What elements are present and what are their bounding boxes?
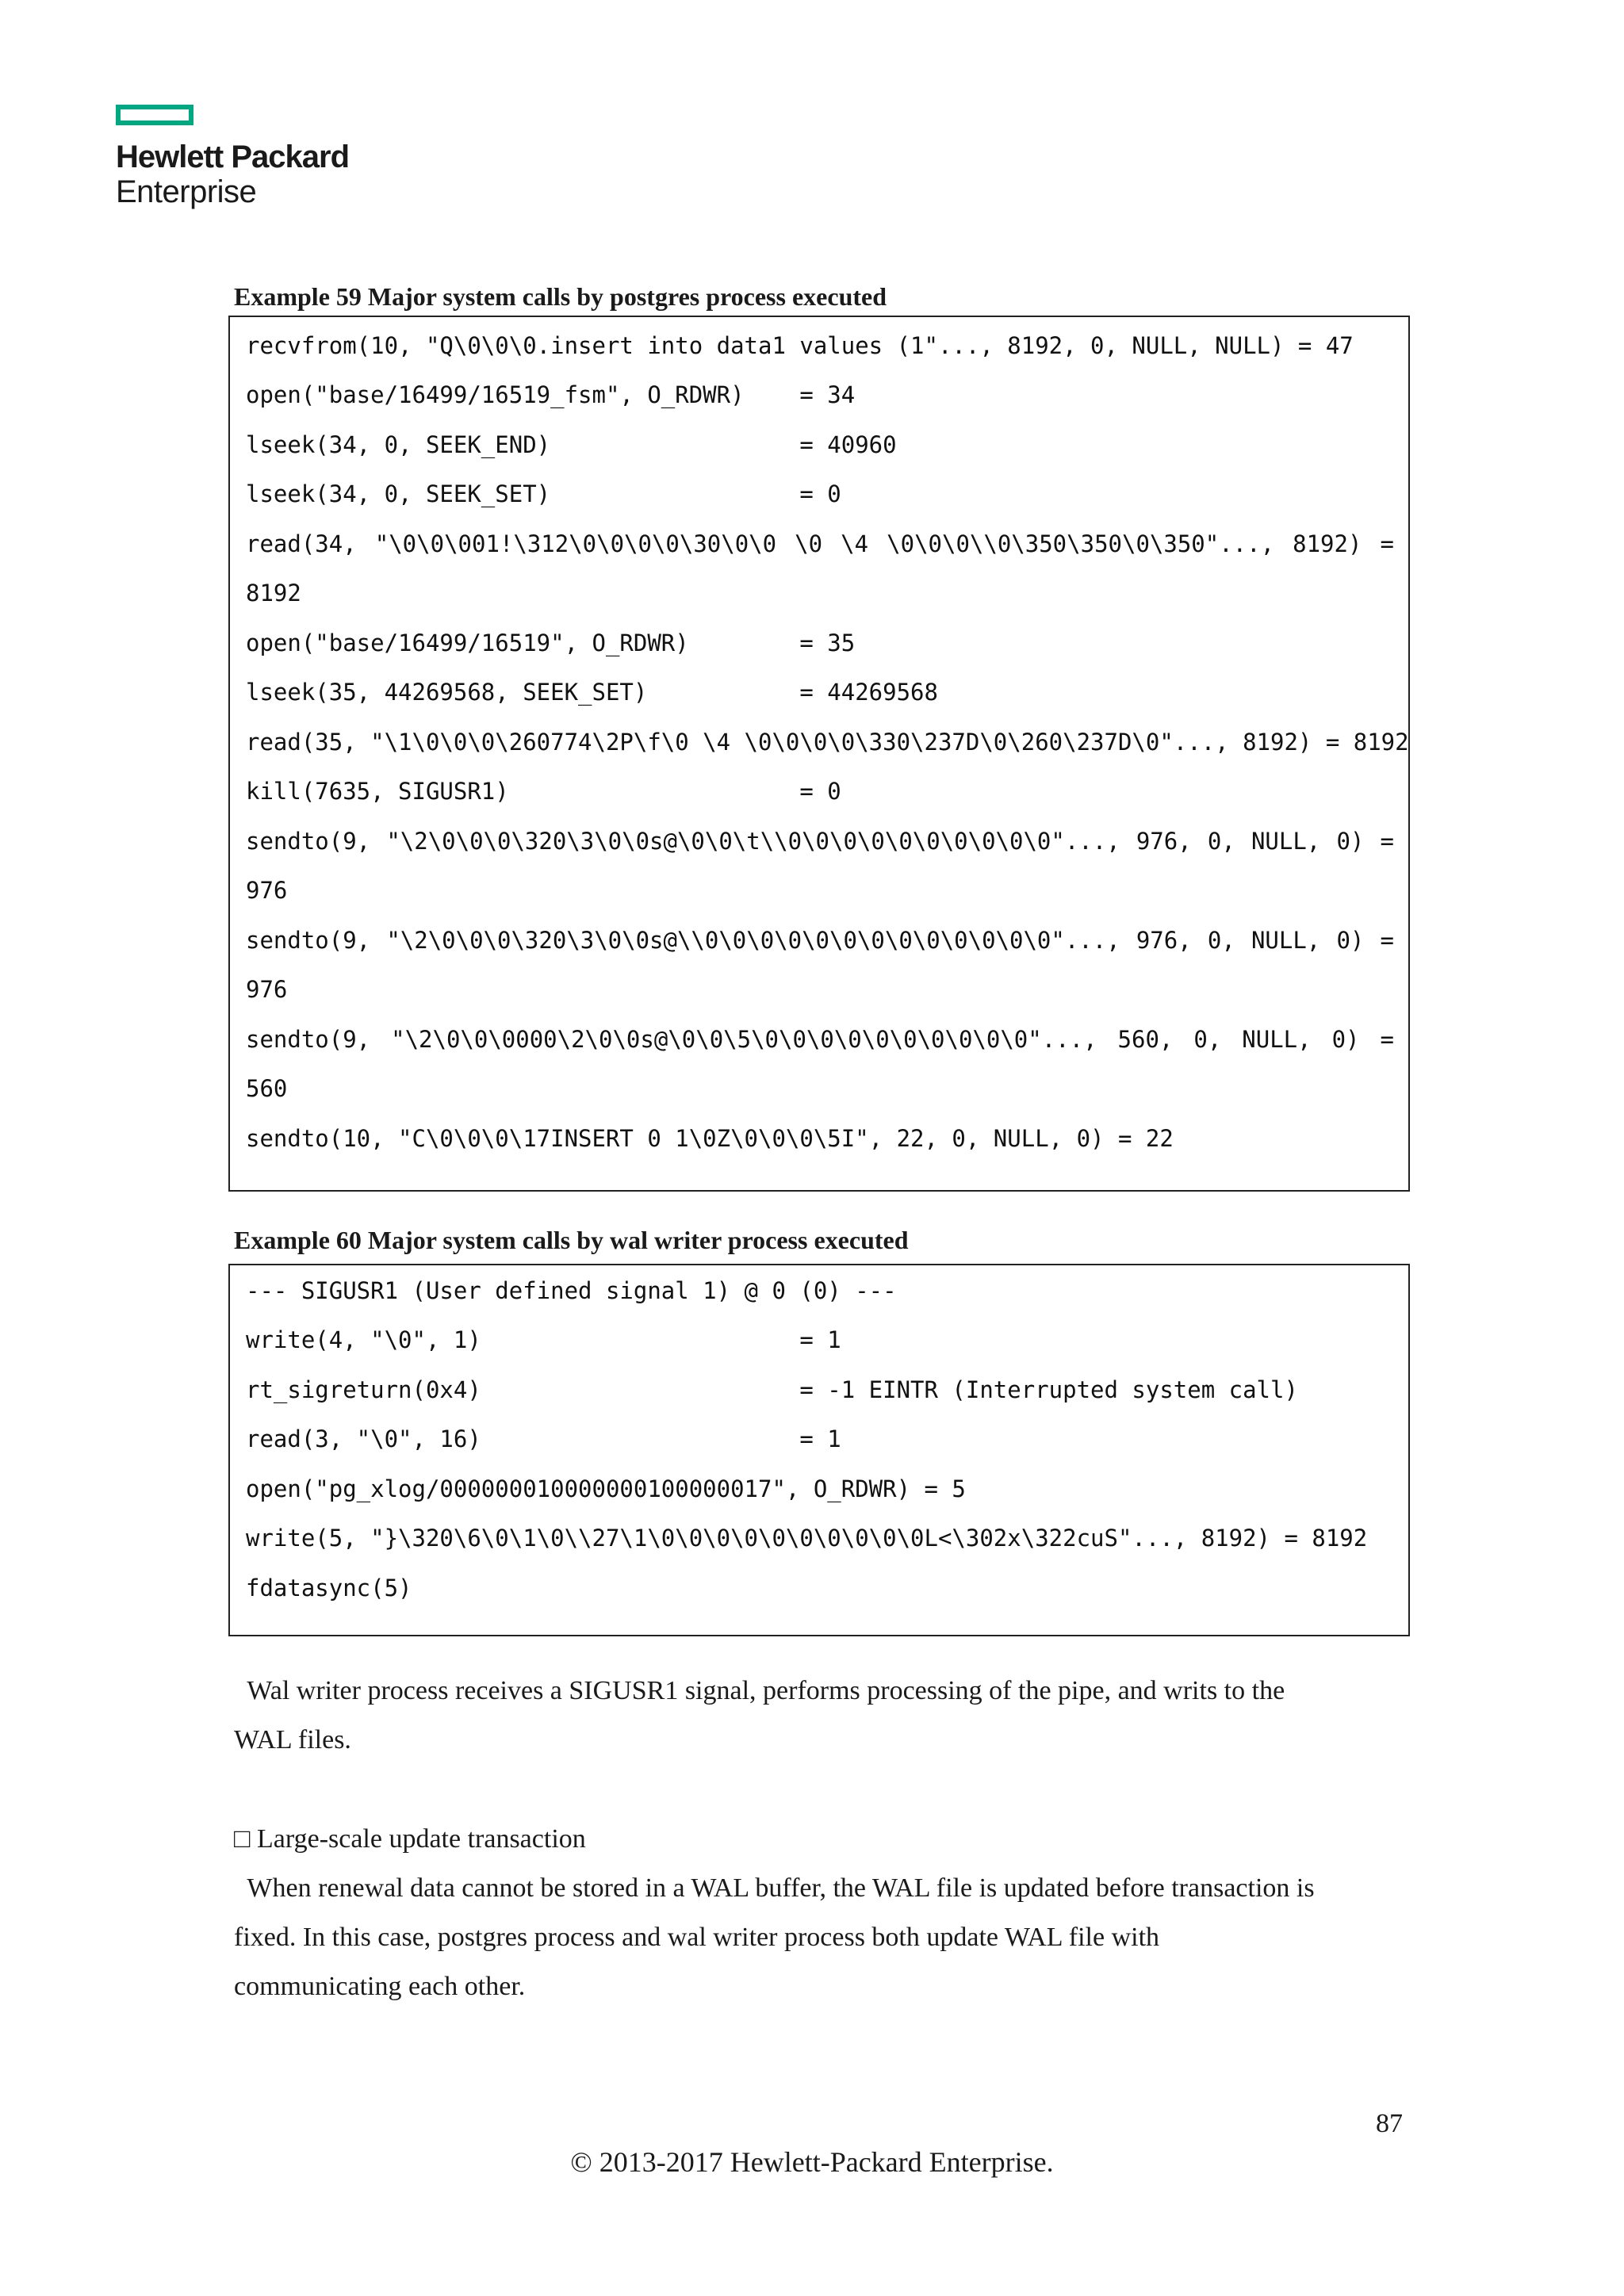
body-paragraph-2 <box>234 1815 1415 2011</box>
code-line <box>246 528 1394 560</box>
logo-text-line2: Enterprise <box>116 174 257 209</box>
code-line: read(3, "\0", 16) = 1 <box>246 1425 841 1452</box>
example59-code-block <box>228 316 1410 1192</box>
paragraph-line: communicating each other. <box>234 1972 526 2001</box>
code-token: "\0\0\001!\312\0\0\0\0\30\0\0 <box>374 530 777 557</box>
code-line: 976 <box>246 976 288 1003</box>
paragraph-line: WAL files. <box>234 1725 351 1755</box>
code-token: NULL, <box>1242 1026 1312 1053</box>
code-token: = <box>1380 530 1394 557</box>
code-token: = <box>1380 927 1394 954</box>
code-line: open("base/16499/16519", O_RDWR) = 35 <box>246 629 856 656</box>
code-token: "\2\0\0\0\320\3\0\0s@\0\0\t\\0\0\0\0\0\0\0\0\0\0"..., <box>386 828 1120 855</box>
code-line: lseek(34, 0, SEEK_END) = 40960 <box>246 431 897 458</box>
code-token: sendto(9, <box>246 927 371 954</box>
section-heading: □ Large-scale update transaction <box>234 1824 586 1854</box>
code-token: 976, <box>1136 828 1192 855</box>
code-token: 8192) <box>1293 530 1362 557</box>
code-line: 976 <box>246 877 288 904</box>
hpe-logo-element <box>116 105 193 125</box>
example59-caption: Example 59 Major system calls by postgres process executed <box>234 282 887 311</box>
code-token: NULL, <box>1251 927 1321 954</box>
hpe-logo <box>116 105 370 216</box>
code-token: "\2\0\0\0\320\3\0\0s@\\0\0\0\0\0\0\0\0\0\0\0\0\0"..., <box>386 927 1120 954</box>
code-line <box>246 924 1394 956</box>
example60-caption: Example 60 Major system calls by wal writer process executed <box>234 1226 909 1254</box>
code-token: sendto(9, <box>246 828 371 855</box>
paragraph-line: Wal writer process receives a SIGUSR1 signal, performs processing of the pipe, and writs to the <box>234 1676 1285 1705</box>
code-token: 0) <box>1331 1026 1360 1053</box>
code-line: write(4, "\0", 1) = 1 <box>246 1326 841 1353</box>
code-token: 0, <box>1207 927 1235 954</box>
code-token: 0) <box>1336 927 1365 954</box>
code-line: read(35, "\1\0\0\0\260774\2P\f\0 \4 \0\0\0\0\330\237D\0\260\237D\0"..., 8192) = 8192 <box>246 729 1409 756</box>
code-token: 0, <box>1193 1026 1222 1053</box>
code-line: recvfrom(10, "Q\0\0\0.insert into data1 values (1"..., 8192, 0, NULL, NULL) = 47 <box>246 332 1354 359</box>
code-token: sendto(9, <box>246 1026 371 1053</box>
code-token: 560, <box>1117 1026 1174 1053</box>
code-line <box>246 825 1394 857</box>
code-line: kill(7635, SIGUSR1) = 0 <box>246 778 841 805</box>
logo-text-line1: Hewlett Packard <box>116 140 350 174</box>
code-line: write(5, "}\320\6\0\1\0\\27\1\0\0\0\0\0\0\0\0\0\0L<\302x\322cuS"..., 8192) = 8192 <box>246 1525 1368 1552</box>
body-paragraph-1 <box>234 1667 1415 1765</box>
paragraph-line: When renewal data cannot be stored in a WAL buffer, the WAL file is updated before transaction is <box>234 1873 1315 1903</box>
code-token: 0) <box>1336 828 1365 855</box>
code-token: read(34, <box>246 530 357 557</box>
code-token: = <box>1380 1026 1394 1053</box>
code-token: \4 <box>841 530 869 557</box>
code-token: NULL, <box>1251 828 1321 855</box>
code-token: \0 <box>795 530 823 557</box>
code-line: sendto(10, "C\0\0\0\17INSERT 0 1\0Z\0\0\0\5I", 22, 0, NULL, 0) = 22 <box>246 1125 1174 1152</box>
code-line: fdatasync(5) <box>246 1575 412 1601</box>
code-token: = <box>1380 828 1394 855</box>
code-line: open("pg_xlog/000000010000000100000017", O_RDWR) = 5 <box>246 1475 966 1502</box>
code-token: 976, <box>1136 927 1192 954</box>
example60-code-block <box>228 1264 1410 1636</box>
code-token: 0, <box>1207 828 1235 855</box>
code-line: open("base/16499/16519_fsm", O_RDWR) = 34 <box>246 381 856 408</box>
code-line: --- SIGUSR1 (User defined signal 1) @ 0 (0) --- <box>246 1277 897 1304</box>
code-line: 8192 <box>246 580 301 607</box>
copyright-notice: © 2013-2017 Hewlett-Packard Enterprise. <box>570 2146 1054 2178</box>
code-line: lseek(34, 0, SEEK_SET) = 0 <box>246 480 841 507</box>
code-token: "\2\0\0\0000\2\0\0s@\0\0\5\0\0\0\0\0\0\0\0\0\0"..., <box>391 1026 1097 1053</box>
code-line <box>246 1024 1394 1055</box>
page-number: 87 <box>1376 2109 1403 2138</box>
code-line: 560 <box>246 1075 288 1102</box>
code-token: \0\0\0\\0\350\350\0\350"..., <box>887 530 1275 557</box>
code-line: rt_sigreturn(0x4) = -1 EINTR (Interrupted system call) <box>246 1376 1298 1403</box>
code-line: lseek(35, 44269568, SEEK_SET) = 44269568 <box>246 679 938 706</box>
paragraph-line: fixed. In this case, postgres process and wal writer process both update WAL file with <box>234 1923 1160 1952</box>
